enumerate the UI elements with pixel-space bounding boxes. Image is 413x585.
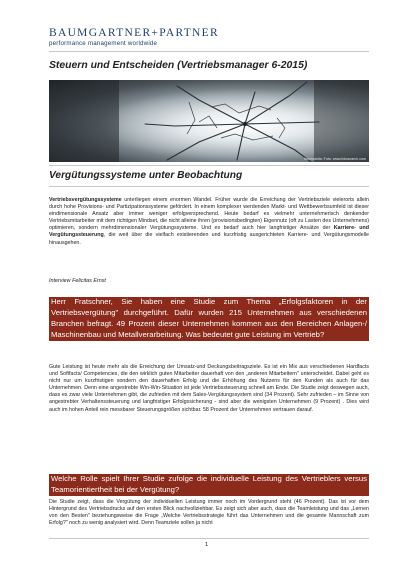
interview-byline: Interview Felicitas Ernst [49,278,106,284]
section-title: Vergütungssysteme unter Beobachtung [49,170,243,181]
intro-text-1: unterliegen einem enormen Wandel. Früher wurde die Erreichung der Vertriebsziele vielerorts allein durch hohe Provisions- und Partizipationssysteme gefördert. In einem komplexer werdenden Markt- und Wettbewerbsumfeld ist dieser eindimensionale Ansatz aber immer weniger erfolgversprechend. Heute bedarf es vielmehr unternehmerisch denkender Vertriebsmitarbeiter mit dem richtigen Mindset, die nicht alleine ihren (provisionsbedingten) Eigennutz (oft zu Lasten des Unternehmens) optimieren, sondern mehrdimensionaler Vergütungssysteme. Und es bedarf auch hier langfristiger Ansätze der [49,197,369,232]
photo-credit: foto/nutella: Foto: www.fotosearch.com [304,157,366,161]
section-divider [49,186,369,187]
question-1: Herr Fratschner, Sie haben eine Studie zum Thema „Erfolgsfaktoren in der Vertriebsvergütung" durchgeführt. Dafür wurden 215 Unternehmen aus verschiedenen Branchen befragt. 49 Prozent dieser Unternehmen kommen aus den Bereichen Anlagen-/ Maschinenbau und Metallverarbeitung. Was bedeutet gute Leistung im Vertrieb? [51,297,367,339]
brand-tagline: performance management worldwide [49,40,158,47]
page-title: Steuern und Entscheiden (Vertriebsmanager 6-2015) [49,60,308,71]
page-number: 1 [204,542,209,548]
header-divider [49,51,369,52]
footer-divider [49,538,369,539]
hero-image [49,80,369,162]
intro-lead: Vertriebsvergütungssysteme [49,197,122,203]
answer-1: Gute Leistung ist heute mehr als die Erreichung der Umsatz-und Deckungsbeitragsziele. Es ist ein Mix aus verschiedenen Hardfacts und Softfacts/ Competencies, die den wirklich guten Mitarbeiter dauerhaft von den „anderen Mitarbeitern" unterscheidet. Dabei geht es nicht nur um kurzfristigen sondern den dauerhaften Erfolg und die Erhöhung des Nutzens für den Kunden als auch für das Unternehmen. Denn eine angestrebte Win-Win-Situation ist jede Vertriebssteuerung schnell am Ende. Die Studie zeigt deswegen auch, dass es zwar viele Unternehmen gibt, die zufrieden mit dem Sales-Vergütungssystem sind (34 Prozent). Sehr zufrieden – im Sinne von angestrebter Verhaltenssteuerung und langfristiger Erfolgssicherung - sind aber die wenigsten Unternehmen (9 Prozent) . Dies wird auch im hohen Anteil rein messbarer Steuerungsgrößen sichtbar. 58 Prozent der Unternehmen vertrauen darauf. [49,364,369,413]
intro-text-2: , die weit über die vielfach existierenden und kurzfristig ausgerichteten Karriere- und Vergütungsmodelle hinausgehen. [49,232,369,246]
brand-name: BAUMGARTNER+PARTNER [49,27,219,39]
answer-2: Die Studie zeigt, dass die Vergütung der individuellen Leistung immer noch im Vordergrund steht (46 Prozent). Das ist vor dem Hintergrund des Vertriebsdrucks auf den ersten Blick nachvollziehbar. Es zeigt sich aber auch, dass die Teamleistung und das „Lernen von den Besten" beziehungsweise die Frage „Welche Vertriebsstrategie führt das Unternehmen und die gesamte Mannschaft zum Erfolg?" noch zu wenig analysiert wird. Denn Teamziele sollen ja nicht [49,499,369,527]
broken-glass-illustration [49,80,369,162]
intro-paragraph [49,197,369,247]
image-divider [49,165,369,166]
company-logo [49,27,219,47]
intro-bold-2: Karriere- und Vergütungssteuerung [49,225,369,239]
question-2: Welche Rolle spielt Ihrer Studie zufolge die individuelle Leistung des Vertrieblers versus Teamorientiertheit bei der Vergütung? [51,474,367,494]
